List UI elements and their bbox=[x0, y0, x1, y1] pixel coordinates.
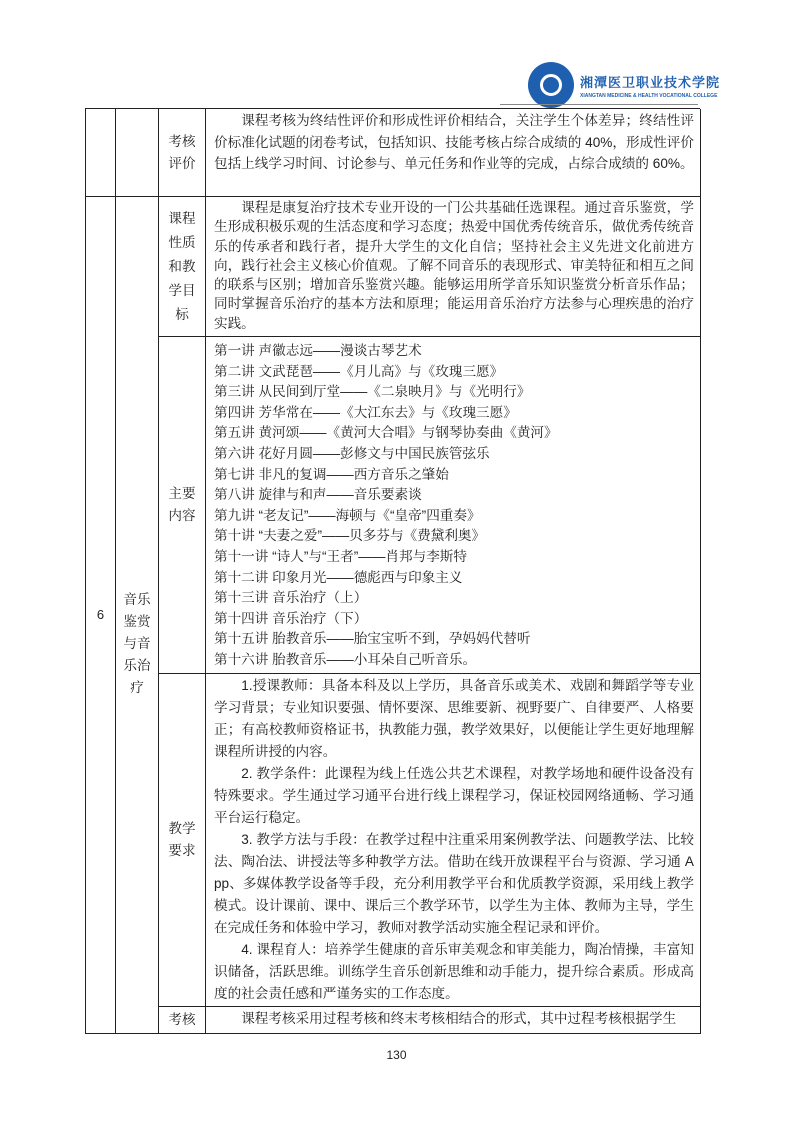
lecture-item: 第十四讲 音乐治疗（下） bbox=[214, 610, 368, 626]
lecture-item: 第七讲 非凡的复调——西方音乐之肇始 bbox=[214, 466, 449, 482]
nature-label: 课程性质和教学目标 bbox=[159, 197, 206, 337]
school-name-cn: 湘潭医卫职业技术学院 bbox=[580, 75, 721, 91]
lecture-item: 第四讲 芳华常在——《大江东去》与《玫瑰三愿》 bbox=[214, 404, 517, 420]
assessment-label: 考核 bbox=[159, 1007, 206, 1034]
lecture-item: 第一讲 声徽志远——漫谈古琴艺术 bbox=[214, 343, 422, 358]
lecture-item: 第十讲 “夫妻之爱”——贝多芬与《费黛利奥》 bbox=[214, 528, 486, 544]
lecture-item: 第十三讲 音乐治疗（上） bbox=[214, 590, 368, 606]
lecture-item: 第十一讲 “诗人”与“王者”——肖邦与李斯特 bbox=[214, 548, 467, 564]
lecture-item: 第六讲 花好月圆——彭修文与中国民族管弦乐 bbox=[214, 445, 490, 461]
assessment-prev-text bbox=[206, 109, 701, 197]
content-label: 主要内容 bbox=[159, 337, 206, 674]
assessment-text bbox=[206, 1007, 701, 1034]
requirement-paragraph: 1.授课教师：具备本科及以上学历，具备音乐或美术、戏剧和舞蹈学等专业学习背景；专业知识要强、情怀要深、思维要新、视野要广、自律要严、人格要正；有高校教师资格证书，执教能力强，教学效果好，以便能让学生更好地理解课程所讲授的内容。 bbox=[214, 677, 694, 759]
school-seal-icon bbox=[528, 62, 574, 108]
content-list bbox=[206, 337, 701, 674]
lecture-item: 第三讲 从民间到厅堂——《二泉映月》与《光明行》 bbox=[214, 384, 531, 400]
school-logo bbox=[528, 62, 720, 108]
requirement-paragraph: 3. 教学方法与手段：在教学过程中注重采用案例教学法、问题教学法、比较法、陶冶法、讲授法等多种教学方法。借助在线开放课程平台与资源、学习通 App、多媒体教学设备等手段，充分利用教学平台和优质教学资源，采用线上教学模式。设计课前、课中、课后三个教学环节，以学生为主体、教师为主导，学生在完成任务和体验中学习，教师对教学活动实施全程记录和评价。 bbox=[214, 831, 694, 935]
assessment-paragraph: 课程考核采用过程考核和终末考核相结合的形式，其中过程考核根据学生 bbox=[241, 1010, 677, 1026]
lecture-item: 第十五讲 胎教音乐——胎宝宝听不到，孕妈妈代替听 bbox=[214, 631, 531, 647]
course-table bbox=[85, 108, 700, 1034]
course-number: 6 bbox=[86, 197, 116, 1034]
lecture-item: 第五讲 黄河颂——《黄河大合唱》与钢琴协奏曲《黄河》 bbox=[214, 425, 558, 441]
nature-text bbox=[206, 197, 701, 337]
header-divider bbox=[500, 104, 698, 105]
empty-course-cell bbox=[116, 109, 159, 197]
school-name-en: XIANGTAN MEDICINE & HEALTH VOCATIONAL COLLEGE bbox=[580, 92, 718, 99]
lecture-item: 第九讲 “老友记”——海顿与《“皇帝”四重奏》 bbox=[214, 507, 481, 523]
nature-paragraph: 课程是康复治疗技术专业开设的一门公共基础任选课程。通过音乐鉴赏，学生形成积极乐观的生活态度和学习态度；热爱中国优秀传统音乐，做优秀传统音乐的传承者和践行者，提升大学生的文化自信；坚持社会主义先进文化前进方向，践行社会主义核心价值观。了解不同音乐的表现形式、审美特征和相互之间的联系与区别；增加音乐鉴赏兴趣。能够运用所学音乐知识鉴赏分析音乐作品；同时掌握音乐治疗的基本方法和原理；能运用音乐治疗方法参与心理疾患的治疗实践。 bbox=[214, 200, 694, 331]
assessment-prev-paragraph: 课程考核为终结性评价和形成性评价相结合，关注学生个体差异；终结性评价标准化试题的闭卷考试，包括知识、技能考核占综合成绩的 40%，形成性评价包括上线学习时间、讨论参与、单元任务和作业等的完成，占综合成绩的 60%。 bbox=[214, 113, 694, 171]
requirements-label: 教学要求 bbox=[159, 674, 206, 1007]
empty-number-cell bbox=[86, 109, 116, 197]
page-number: 130 bbox=[386, 1048, 407, 1062]
lecture-item: 第二讲 文武琵琶——《月儿高》与《玫瑰三愿》 bbox=[214, 363, 504, 379]
lecture-item: 第十二讲 印象月光——德彪西与印象主义 bbox=[214, 569, 463, 585]
lecture-item: 第十六讲 胎教音乐——小耳朵自己听音乐。 bbox=[214, 651, 477, 667]
requirements-text bbox=[206, 674, 701, 1007]
course-name: 音乐鉴赏与音乐治疗 bbox=[116, 197, 159, 1034]
requirement-paragraph: 2. 教学条件：此课程为线上任选公共艺术课程，对教学场地和硬件设备没有特殊要求。学生通过学习通平台进行线上课程学习，保证校园网络通畅、学习通平台运行稳定。 bbox=[214, 765, 694, 825]
requirement-paragraph: 4. 课程育人：培养学生健康的音乐审美观念和审美能力，陶冶情操，丰富知识储备，活跃思维。训练学生音乐创新思维和动手能力，提升综合素质。形成高度的社会责任感和严谨务实的工作态度。 bbox=[214, 941, 694, 1001]
lecture-item: 第八讲 旋律与和声——音乐要素谈 bbox=[214, 487, 422, 503]
assessment-prev-label: 考核评价 bbox=[159, 109, 206, 197]
